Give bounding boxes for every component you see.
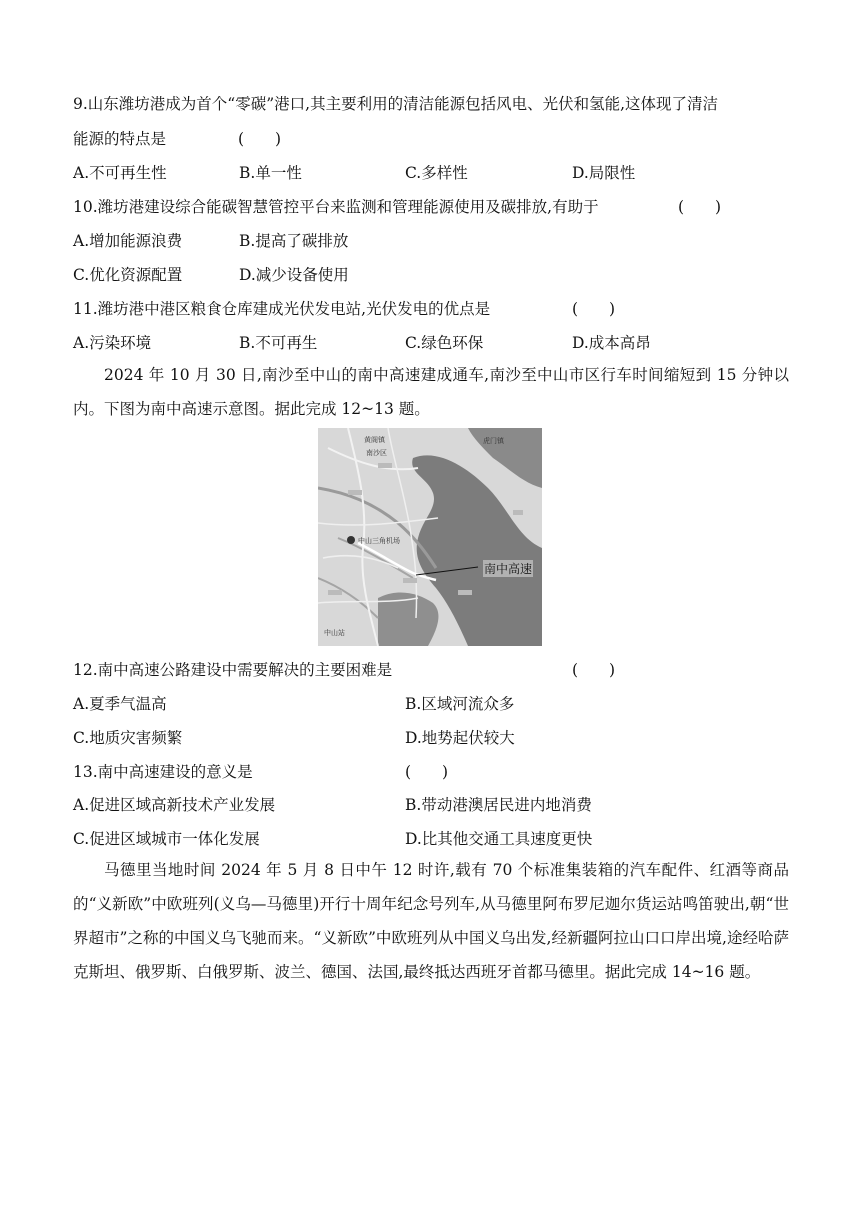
q9-stem-text: 能源的特点是 [73,130,167,148]
q12-option-b: B.区域河流众多 [405,695,515,713]
map-place-nansha: 南沙区 [366,449,387,457]
q9-option-b: B.单一性 [239,164,302,182]
q13-option-a: A.促进区域高新技术产业发展 [73,796,276,814]
q9-option-d: D.局限性 [572,164,636,182]
q11-option-b: B.不可再生 [239,334,318,352]
q10-option-a: A.增加能源浪费 [73,232,183,250]
q11-option-a: A.污染环境 [73,334,152,352]
q13-option-c: C.促进区域城市一体化发展 [73,830,260,848]
map-expressway-label: 南中高速 [484,562,533,576]
q10-option-b: B.提高了碳排放 [239,232,349,250]
map-place-airport: 中山三角机场 [358,537,400,545]
q13-option-d: D.比其他交通工具速度更快 [405,830,593,848]
q11-stem: 11.潍坊港中港区粮食仓库建成光伏发电站,光伏发电的优点是 [73,300,491,318]
q13-stem: 13.南中高速建设的意义是 [73,763,253,781]
q12-option-d: D.地势起伏较大 [405,729,515,747]
q9-stem-line2 [73,127,282,149]
q10-option-c: C.优化资源配置 [73,266,183,284]
q11-option-c: C.绿色环保 [405,334,484,352]
nanzhong-expressway-map [318,428,542,646]
q12-option-a: A.夏季气温高 [73,695,167,713]
q10-stem: 10.潍坊港建设综合能碳智慧管控平台来监测和管理能源使用及碳排放,有助于 [73,198,599,216]
q10-answer-bracket: ( ) [678,198,722,216]
q9-option-c: C.多样性 [405,164,468,182]
passage-14-16: 马德里当地时间 2024 年 5 月 8 日中午 12 时许,载有 70 个标准集装箱的汽车配件、红酒等商品的“义新欧”中欧班列(义乌—马德里)开行十周年纪念号列车,从马德里阿布罗尼迦尔货运站鸣笛驶出,朝“世界超市”之称的中国义乌飞驰而来。“义新欧”中欧班列从中国义乌出发,经新疆阿拉山口口岸出境,途经哈萨克斯坦、俄罗斯、白俄罗斯、波兰、德国、法国,最终抵达西班牙首都马德里。据此完成 14~16 题。 [73,861,789,981]
q9-answer-bracket: ( ) [238,130,282,148]
q10-option-d: D.减少设备使用 [239,266,349,284]
q11-answer-bracket: ( ) [572,300,616,318]
q9-stem-line1: 9.山东潍坊港成为首个“零碳”港口,其主要利用的清洁能源包括风电、光伏和氢能,这体现了清洁 [73,95,718,113]
map-graphic [318,428,542,646]
q9-option-a: A.不可再生性 [73,164,167,182]
q13-answer-bracket: ( ) [405,763,449,781]
map-place-zhongshan-station: 中山站 [324,629,345,637]
q12-stem: 12.南中高速公路建设中需要解决的主要困难是 [73,661,393,679]
map-place-humen: 虎门镇 [483,437,504,445]
q13-option-b: B.带动港澳居民进内地消费 [405,796,592,814]
map-place-huangge: 黄阁镇 [364,436,385,444]
passage-12-13: 2024 年 10 月 30 日,南沙至中山的南中高速建成通车,南沙至中山市区行车时间缩短到 15 分钟以内。下图为南中高速示意图。据此完成 12~13 题。 [73,366,789,418]
q12-answer-bracket: ( ) [572,661,616,679]
q12-option-c: C.地质灾害频繁 [73,729,183,747]
q11-option-d: D.成本高昂 [572,334,651,352]
